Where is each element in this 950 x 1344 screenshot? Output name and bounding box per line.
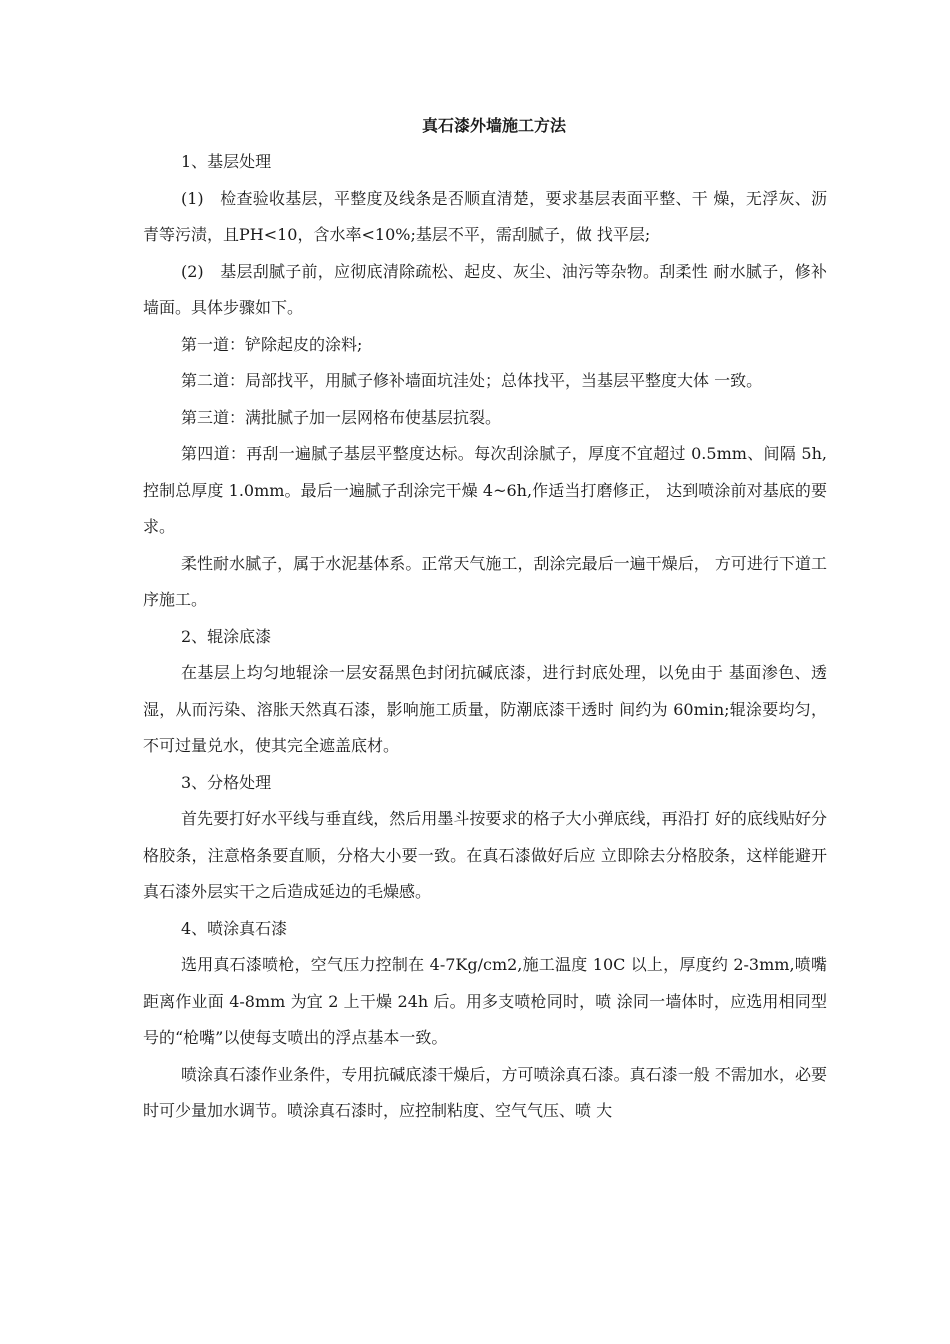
document-body <box>143 108 827 1130</box>
body-paragraph: (2) 基层刮腻子前，应彻底清除疏松、起皮、灰尘、油污等杂物。刮柔性 耐水腻子，修补墙面。具体步骤如下。 <box>143 261 827 317</box>
body-paragraph: 首先要打好水平线与垂直线，然后用墨斗按要求的格子大小弹底线，再沿打 好的底线贴好分格胶条，注意格条要直顺，分格大小要一致。在真石漆做好后应 立即除去分格胶条，这样能避开真石漆外层实干之后造成延边的毛燥感。 <box>143 809 827 901</box>
body-paragraph: 选用真石漆喷枪，空气压力控制在 4-7Kg/cm2,施工温度 10C 以上，厚度约 2-3mm,喷嘴距离作业面 4-8mm 为宜 2 上干燥 24h 后。用多支喷枪同时，喷 涂同一墙体时，应选用相同型号的“枪嘴”以使每支喷出的浮点基本一致。 <box>143 955 827 1047</box>
section-heading: 4、喷涂真石漆 <box>181 918 288 938</box>
paragraph-list <box>143 144 827 1130</box>
section-heading: 3、分格处理 <box>181 772 272 792</box>
body-paragraph: 第三道：满批腻子加一层网格布使基层抗裂。 <box>181 407 502 427</box>
section-heading: 1、基层处理 <box>181 152 272 171</box>
document-title: 真石漆外墙施工方法 <box>421 116 566 135</box>
body-paragraph: 第四道：再刮一遍腻子基层平整度达标。每次刮涂腻子，厚度不宜超过 0.5mm、间隔 5h,控制总厚度 1.0mm。最后一遍腻子刮涂完干燥 4~6h,作适当打磨修正， 达到喷涂前对基底的要求。 <box>143 444 827 536</box>
body-paragraph: 第一道：铲除起皮的涂料; <box>181 334 363 354</box>
section-heading: 2、辊涂底漆 <box>181 626 272 646</box>
body-paragraph: 在基层上均匀地辊涂一层安磊黑色封闭抗碱底漆，进行封底处理，以免由于 基面渗色、透湿，从而污染、溶胀天然真石漆，影响施工质量，防潮底漆干透时 间约为 60min;辊涂要均匀，不可过量兑水，使其完全遮盖底材。 <box>143 663 827 755</box>
body-paragraph: 喷涂真石漆作业条件，专用抗碱底漆干燥后，方可喷涂真石漆。真石漆一般 不需加水，必要时可少量加水调节。喷涂真石漆时，应控制粘度、空气气压、喷 大 <box>143 1064 827 1120</box>
body-paragraph: 柔性耐水腻子，属于水泥基体系。正常天气施工，刮涂完最后一遍干燥后， 方可进行下道工序施工。 <box>143 553 827 609</box>
body-paragraph: (1) 检查验收基层，平整度及线条是否顺直清楚，要求基层表面平整、干 燥，无浮灰、沥青等污渍，且PH<10，含水率<10%;基层不平，需刮腻子，做 找平层; <box>143 188 827 244</box>
body-paragraph: 第二道：局部找平，用腻子修补墙面坑洼处；总体找平，当基层平整度大体 一致。 <box>181 371 763 390</box>
